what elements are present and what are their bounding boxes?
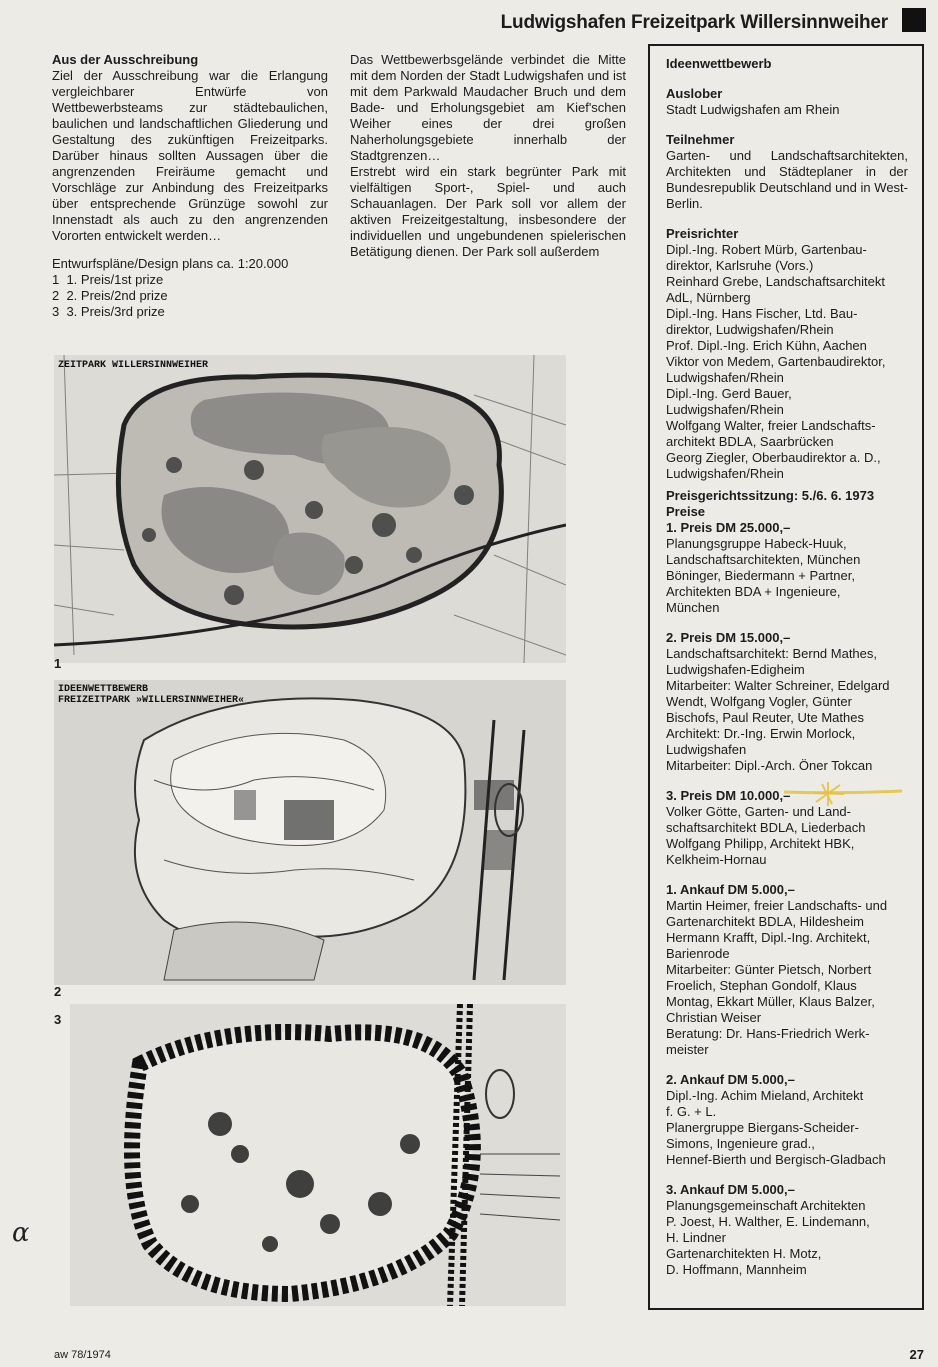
preisrichter-list <box>666 242 908 482</box>
site-plan-image-1 <box>54 355 566 663</box>
site-plan-image-2 <box>54 680 566 985</box>
header-marker-block <box>902 8 926 32</box>
list-item: Wendt, Wolfgang Vogler, Günter <box>666 694 852 709</box>
list-item: Barienrode <box>666 946 730 961</box>
issue-reference: aw 78/1974 <box>54 1349 111 1361</box>
list-item: Landschaftsarchitekt: Bernd Mathes, <box>666 646 878 661</box>
prize-3-heading: 3. Preis DM 10.000,– <box>666 788 791 803</box>
list-item: Dipl.-Ing. Robert Mürb, Gartenbau- <box>666 242 867 257</box>
list-item: P. Joest, H. Walther, E. Lindemann, <box>666 1214 870 1229</box>
column-2-body-1: Das Wettbewerbsgelände verbindet die Mitte mit dem Norden der Stadt Ludwigshafen und ist mit dem Parkwald Maudacher Bruch und dem Bade- und Erholungsgebiet am Kief'schen Weiher eines der drei großen Naherholungsgebiete innerhalb der Stadtgrenzen… <box>350 52 626 163</box>
list-item: f. G. + L. <box>666 1104 717 1119</box>
box-title: Ideenwettbewerb <box>666 56 772 71</box>
list-item: Mitarbeiter: Walter Schreiner, Edelgard <box>666 678 890 693</box>
list-item: Simons, Ingenieure grad., <box>666 1136 815 1151</box>
list-item: AdL, Nürnberg <box>666 290 751 305</box>
ankauf-3-heading: 3. Ankauf DM 5.000,– <box>666 1182 795 1197</box>
handwritten-margin-note: α <box>12 1218 30 1248</box>
figure-number-3: 3 <box>54 1012 62 1027</box>
list-item: Montag, Ekkart Müller, Klaus Balzer, <box>666 994 875 1009</box>
column-2 <box>350 52 626 260</box>
list-item: Landschaftsarchitekten, München <box>666 552 861 567</box>
list-item: Ludwigshafen <box>666 742 747 757</box>
list-item: Planungsgemeinschaft Architekten <box>666 1198 866 1213</box>
prize-1-heading: 1. Preis DM 25.000,– <box>666 520 791 535</box>
figure-number-1: 1 <box>54 656 62 671</box>
prize-caption-3: 3 3. Preis/3rd prize <box>52 304 165 319</box>
ankauf-1-heading: 1. Ankauf DM 5.000,– <box>666 882 795 897</box>
list-item: Martin Heimer, freier Landschafts- und <box>666 898 888 913</box>
sitzung-heading: Preisgerichtssitzung: 5./6. 6. 1973 <box>666 488 875 503</box>
ankauf-2-heading: 2. Ankauf DM 5.000,– <box>666 1072 795 1087</box>
preisrichter-heading: Preisrichter <box>666 226 739 241</box>
list-item: direktor, Ludwigshafen/Rhein <box>666 322 834 337</box>
list-item: Viktor von Medem, Gartenbaudirektor, <box>666 354 886 369</box>
plans-caption-block <box>52 256 328 320</box>
list-item: Reinhard Grebe, Landschaftsarchitekt <box>666 274 885 289</box>
prize-caption-2: 2 2. Preis/2nd prize <box>52 288 168 303</box>
list-item: Gartenarchitekt BDLA, Hildesheim <box>666 914 864 929</box>
list-item: Planungsgruppe Habeck-Huuk, <box>666 536 847 551</box>
list-item: München <box>666 600 720 615</box>
plan-1-label: ZEITPARK WILLERSINNWEIHER <box>58 360 209 371</box>
list-item: Ludwigshafen/Rhein <box>666 466 784 481</box>
figure-number-2: 2 <box>54 984 62 999</box>
prize-3-list <box>666 804 908 868</box>
column-1 <box>52 52 328 320</box>
teilnehmer-text: Garten- und Landschaftsarchitekten, Architekten und Städteplaner in der Bundesrepublik Deutschland und in West-Berlin. <box>666 148 908 211</box>
list-item: Bischofs, Paul Reuter, Ute Mathes <box>666 710 864 725</box>
list-item: Volker Götte, Garten- und Land- <box>666 804 851 819</box>
preise-heading: Preise <box>666 504 706 519</box>
prize-2-list <box>666 646 908 774</box>
prize-1-list <box>666 536 908 616</box>
list-item: Dipl.-Ing. Hans Fischer, Ltd. Bau- <box>666 306 858 321</box>
list-item: Böninger, Biedermann + Partner, <box>666 568 855 583</box>
plans-caption: Entwurfspläne/Design plans ca. 1:20.000 <box>52 256 289 271</box>
list-item: Hennef-Bierth und Bergisch-Gladbach <box>666 1152 886 1167</box>
list-item: H. Lindner <box>666 1230 726 1245</box>
column-2-body-2: Erstrebt wird ein stark begrünter Park mit vielfältigen Sport-, Spiel- und auch Schauanlagen. Der Park soll vor allem der aktiven Freizeitgestaltung, insbesondere der individuellen und ungebundenen spielerischen Betätigung dienen. Der Park soll außerdem <box>350 164 626 259</box>
page-number: 27 <box>909 1347 924 1362</box>
list-item: Wolfgang Philipp, Architekt HBK, <box>666 836 855 851</box>
highlighter-mark <box>782 782 906 808</box>
list-item: D. Hoffmann, Mannheim <box>666 1262 807 1277</box>
list-item: Ludwigshafen/Rhein <box>666 370 784 385</box>
list-item: Wolfgang Walter, freier Landschafts- <box>666 418 876 433</box>
auslober-heading: Auslober <box>666 86 723 101</box>
list-item: Christian Weiser <box>666 1010 762 1025</box>
auslober-text: Stadt Ludwigshafen am Rhein <box>666 102 840 117</box>
list-item: Froelich, Stephan Gondolf, Klaus <box>666 978 857 993</box>
list-item: Kelkheim-Hornau <box>666 852 767 867</box>
list-item: Planergruppe Biergans-Scheider- <box>666 1120 859 1135</box>
list-item: Hermann Krafft, Dipl.-Ing. Architekt, <box>666 930 871 945</box>
list-item: Dipl.-Ing. Gerd Bauer, <box>666 386 792 401</box>
prize-2-heading: 2. Preis DM 15.000,– <box>666 630 791 645</box>
ankauf-1-list <box>666 898 908 1058</box>
list-item: Dipl.-Ing. Achim Mieland, Architekt <box>666 1088 864 1103</box>
list-item: Mitarbeiter: Günter Pietsch, Norbert <box>666 962 872 977</box>
list-item: meister <box>666 1042 709 1057</box>
list-item: schaftsarchitekt BDLA, Liederbach <box>666 820 866 835</box>
list-item: Gartenarchitekten H. Motz, <box>666 1246 822 1261</box>
plan-2-label: IDEENWETTBEWERB FREIZEITPARK »WILLERSINNWEIHER« <box>58 684 245 706</box>
list-item: architekt BDLA, Saarbrücken <box>666 434 834 449</box>
prize-caption-1: 1 1. Preis/1st prize <box>52 272 164 287</box>
list-item: direktor, Karlsruhe (Vors.) <box>666 258 814 273</box>
column-1-body: Ziel der Ausschreibung war die Erlangung vergleichbarer Entwürfe von Wettbewerbsteams zur städtebaulichen, baulichen und landschaftlichen Gliederung und Gestaltung des zukünftigen Freizeitparks. Darüber hinaus sollten Aussagen über die angrenzenden Freiräume gemacht und Vorschläge zur Anbindung des Freizeitparks über entsprechende Grünzüge sowohl zur Innenstadt als auch zu den angrenzenden Vororten entwickelt werden… <box>52 68 328 243</box>
list-item: Georg Ziegler, Oberbaudirektor a. D., <box>666 450 881 465</box>
ankauf-2-list <box>666 1088 908 1168</box>
competition-info-box <box>648 44 924 1310</box>
list-item: Mitarbeiter: Dipl.-Arch. Öner Tokcan <box>666 758 873 773</box>
site-plan-image-3 <box>70 1004 566 1306</box>
list-item: Prof. Dipl.-Ing. Erich Kühn, Aachen <box>666 338 867 353</box>
teilnehmer-heading: Teilnehmer <box>666 132 735 147</box>
list-item: Beratung: Dr. Hans-Friedrich Werk- <box>666 1026 870 1041</box>
list-item: Architekt: Dr.-Ing. Erwin Morlock, <box>666 726 856 741</box>
section-heading: Aus der Ausschreibung <box>52 52 199 67</box>
ankauf-3-list <box>666 1198 908 1278</box>
list-item: Ludwigshafen/Rhein <box>666 402 784 417</box>
list-item: Architekten BDA + Ingenieure, <box>666 584 841 599</box>
list-item: Ludwigshafen-Edigheim <box>666 662 805 677</box>
page-title: Ludwigshafen Freizeitpark Willersinnweiher <box>500 12 888 33</box>
